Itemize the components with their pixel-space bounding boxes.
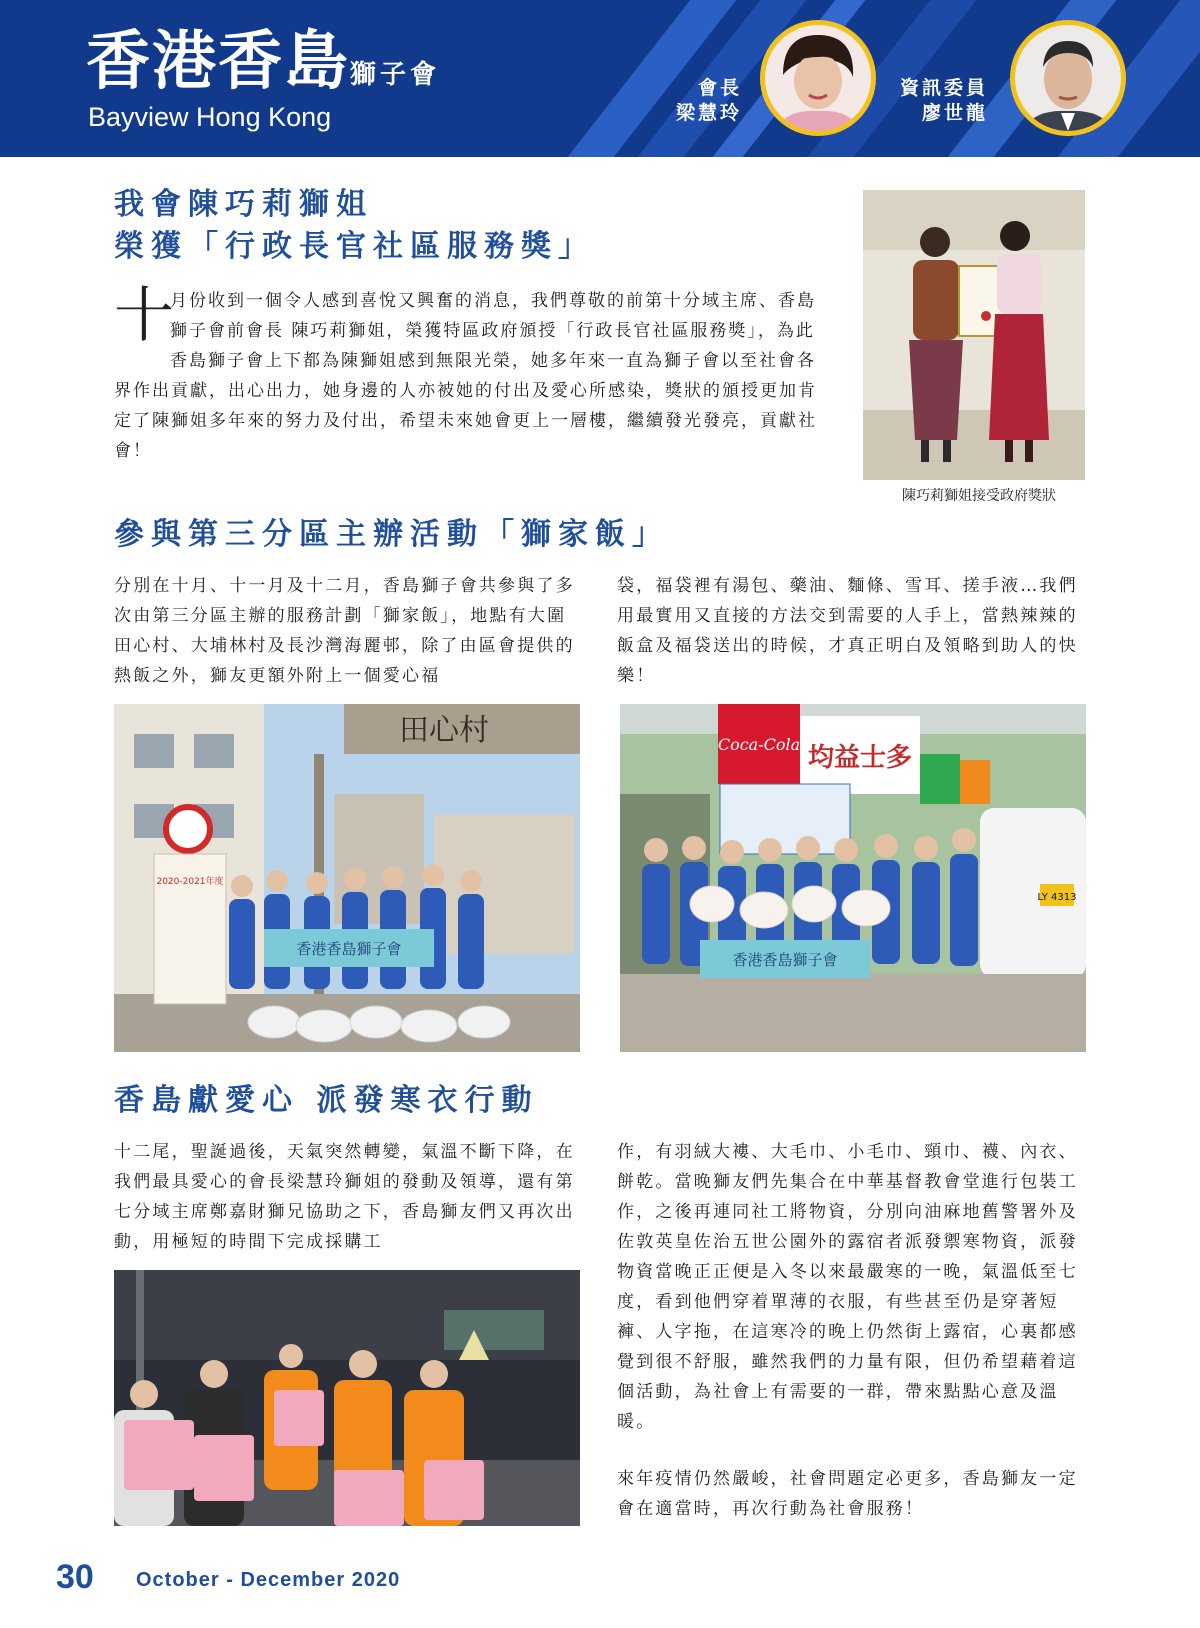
article1-body bbox=[114, 281, 830, 466]
village-gate-sign: 田心村 bbox=[399, 713, 489, 748]
article3-col1: 十二尾，聖誕過後，天氣突然轉變，氣溫不斷下降，在我們最具愛心的會長梁慧玲獅姐的發動及領導，還有第七分域主席鄭嘉財獅兄協助之下，香島獅友們又再次出動，用極短的時間下完成採購工 bbox=[114, 1142, 575, 1252]
article1-heading-line1: 我會陳巧莉獅姐 bbox=[114, 187, 373, 222]
club-english-name: Bayview Hong Kong bbox=[88, 102, 332, 132]
info-officer-avatar bbox=[1010, 20, 1126, 136]
article1-heading-line2: 榮獲「行政長官社區服務獎」 bbox=[114, 229, 595, 264]
article2-col1: 分別在十月、十一月及十二月，香島獅子會共參與了多次由第三分區主辦的服務計劃「獅家飯」，地點有大圍田心村、大埔林村及長沙灣海麗邨，除了由區會提供的熱飯之外，獅友更額外附上一個愛心福 bbox=[114, 576, 575, 686]
club-title-main: 香港香島 bbox=[86, 24, 350, 99]
article3-closing: 來年疫情仍然嚴峻，社會問題定必更多，香島獅友一定會在適當時，再次行動為社會服務！ bbox=[617, 1469, 1078, 1519]
winter-clothing-photo bbox=[114, 1270, 580, 1526]
lions-club-banner-2: 香港香島獅子會 bbox=[732, 951, 838, 969]
award-photo bbox=[863, 190, 1085, 480]
article3-col2: 作，有羽絨大褸、大毛巾、小毛巾、頸巾、襪、內衣、餅乾。當晚獅友們先集合在中華基督教會堂進行包裝工作，之後再連同社工將物資，分別向油麻地舊警署外及佐敦英皇佐治五世公園外的露宿者派發禦寒物資，派發物資當晚正正便是入冬以來最嚴寒的一晚，氣溫低至七度，看到他們穿着單薄的衣服，有些甚至仍是穿著短褲、人字拖，在這寒冷的晚上仍然街上露宿，心裏都感覺到很不舒服，雖然我們的力量有限，但仍希望藉着這個活動，為社會上有需要的一群，帶來點點心意及溫暖。 bbox=[617, 1142, 1078, 1432]
info-name: 廖世龍 bbox=[922, 102, 989, 124]
article2-col2: 袋，福袋裡有湯包、藥油、麵條、雪耳、搓手液…我們用最實用又直接的方法交到需要的人手上，當熱辣辣的飯盒及福袋送出的時候，才真正明白及領略到助人的快樂！ bbox=[617, 576, 1078, 686]
header-banner bbox=[0, 0, 1200, 157]
store-distribution-photo bbox=[620, 704, 1086, 1052]
store-sign: 均益士多 bbox=[807, 743, 913, 773]
club-title-suffix: 獅子會 bbox=[350, 60, 441, 90]
article1-dropcap: 十 bbox=[114, 281, 176, 351]
info-role: 資訊委員 bbox=[900, 77, 989, 99]
article1-text: 月份收到一個令人感到喜悅又興奮的消息，我們尊敬的前第十分域主席、香島獅子會前會長 陳巧莉獅姐，榮獲特區政府頒授「行政長官社區服務獎」，為此香島獅子會上下都為陳獅姐感到無限光榮，她多年來一直為獅子會以至社會各界作出貢獻，出心出力，她身邊的人亦被她的付出及愛心所感染，獎狀的頒授更加肯定了陳獅姐多年來的努力及付出，希望未來她會更上一層樓，繼續發光發亮，貢獻社會！ bbox=[114, 291, 817, 461]
president-role: 會長 bbox=[698, 77, 743, 99]
award-photo-caption: 陳巧莉獅姐接受政府獎狀 bbox=[902, 488, 1056, 504]
tin-sum-village-photo bbox=[114, 704, 580, 1052]
license-plate: LY 4313 bbox=[1037, 892, 1077, 903]
page-number: 30 bbox=[56, 1558, 94, 1596]
poster-year: 2020-2021年度 bbox=[156, 877, 224, 887]
president-avatar bbox=[760, 20, 876, 136]
president-credit bbox=[676, 76, 742, 126]
info-credit bbox=[900, 76, 988, 126]
article3-heading: 香島獻愛心 派發寒衣行動 bbox=[114, 1083, 539, 1118]
club-title bbox=[86, 24, 441, 99]
issue-date: October - December 2020 bbox=[136, 1569, 401, 1591]
cola-sign: Coca-Cola bbox=[717, 735, 801, 754]
president-name: 梁慧玲 bbox=[676, 102, 743, 124]
lions-club-banner: 香港香島獅子會 bbox=[296, 940, 402, 958]
article2-heading: 參與第三分區主辦活動「獅家飯」 bbox=[114, 517, 669, 552]
article1-heading bbox=[114, 184, 595, 268]
